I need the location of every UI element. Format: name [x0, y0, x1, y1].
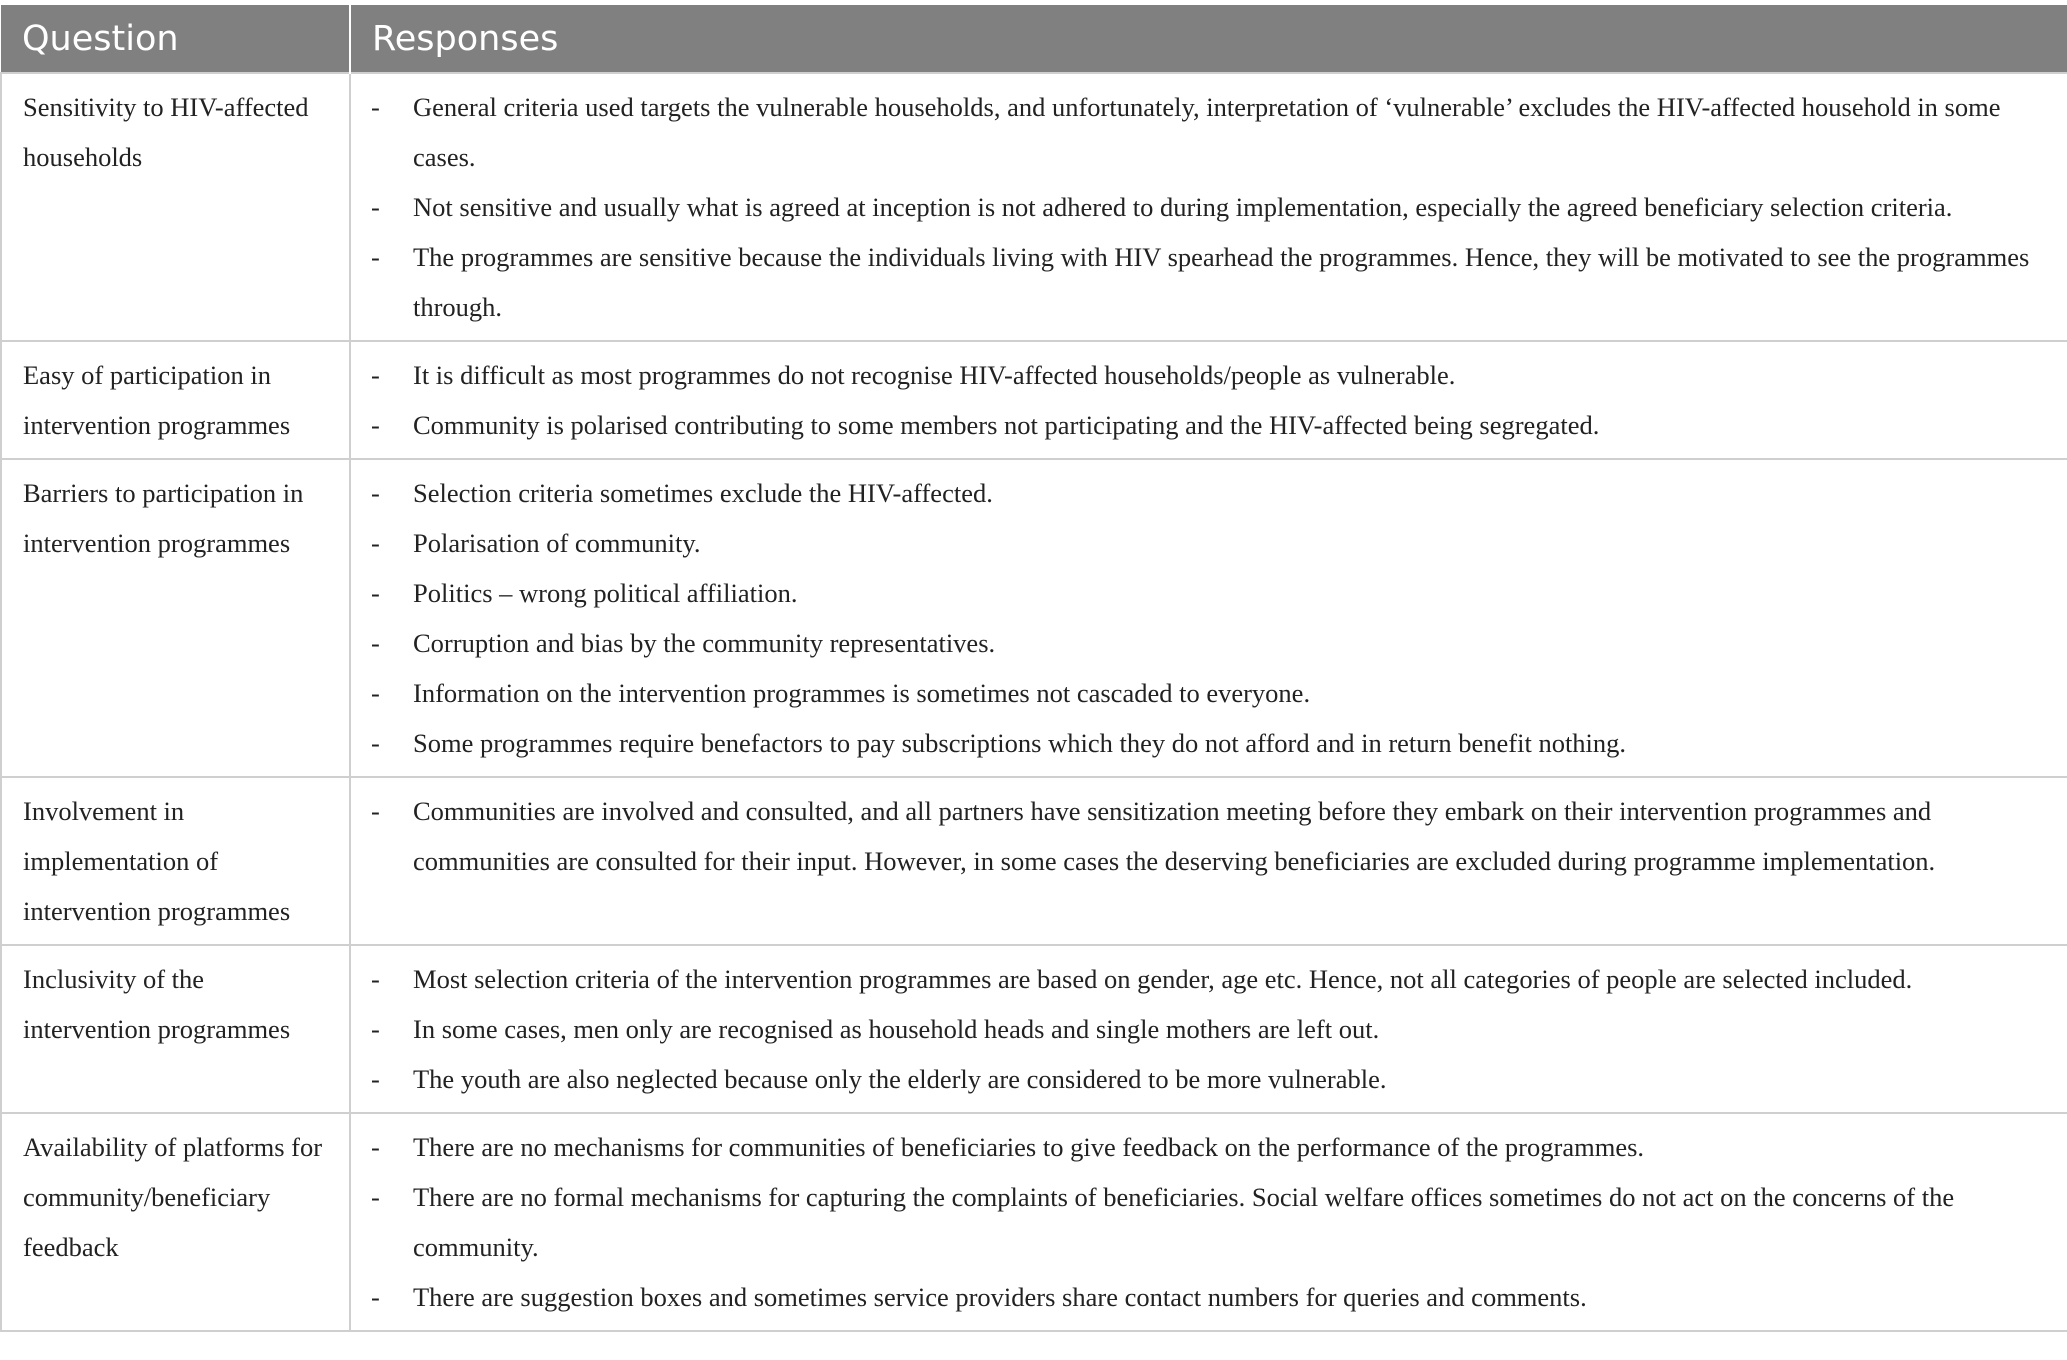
- header-row: [1, 5, 2067, 73]
- response-list: [371, 350, 2047, 450]
- bullet-dash: -: [371, 528, 380, 558]
- responses-cell: [350, 73, 2067, 341]
- question-cell: Sensitivity to HIV-affected households: [1, 73, 350, 341]
- response-item: [371, 668, 2047, 718]
- response-item: [371, 786, 2047, 886]
- question-cell: Involvement in implementation of intervention programmes: [1, 777, 350, 945]
- response-item: [371, 1122, 2047, 1172]
- table-body: [1, 73, 2067, 1331]
- response-item: [371, 954, 2047, 1004]
- response-text: There are suggestion boxes and sometimes service providers share contact numbers for queries and comments.: [413, 1282, 1587, 1312]
- question-cell: Availability of platforms for community/beneficiary feedback: [1, 1113, 350, 1331]
- response-text: General criteria used targets the vulnerable households, and unfortunately, interpretation of ‘vulnerable’ excludes the HIV-affected household in some cases.: [413, 92, 2001, 172]
- response-item: [371, 1272, 2047, 1322]
- response-list: [371, 954, 2047, 1104]
- response-list: [371, 82, 2047, 332]
- response-item: [371, 350, 2047, 400]
- response-text: In some cases, men only are recognised as household heads and single mothers are left out.: [413, 1014, 1380, 1044]
- responses-cell: [350, 777, 2067, 945]
- table-row: [1, 341, 2067, 459]
- bullet-dash: -: [371, 478, 380, 508]
- response-text: Some programmes require benefactors to pay subscriptions which they do not afford and in return benefit nothing.: [413, 728, 1627, 758]
- question-cell: Barriers to participation in intervention programmes: [1, 459, 350, 777]
- response-item: [371, 518, 2047, 568]
- response-item: [371, 468, 2047, 518]
- bullet-dash: -: [371, 192, 380, 222]
- bullet-dash: -: [371, 242, 380, 272]
- table-row: [1, 777, 2067, 945]
- table-row: [1, 73, 2067, 341]
- bullet-dash: -: [371, 1132, 380, 1162]
- response-text: Polarisation of community.: [413, 528, 701, 558]
- bullet-dash: -: [371, 728, 380, 758]
- bullet-dash: -: [371, 1064, 380, 1094]
- table-header: [1, 5, 2067, 73]
- bullet-dash: -: [371, 578, 380, 608]
- question-cell: Easy of participation in intervention programmes: [1, 341, 350, 459]
- response-item: [371, 718, 2047, 768]
- response-text: Communities are involved and consulted, and all partners have sensitization meeting before they embark on their intervention programmes and communities are consulted for their input. However, in some cases the deserving beneficiaries are excluded during programme implementation.: [413, 796, 1936, 876]
- response-text: Community is polarised contributing to some members not participating and the HIV-affected being segregated.: [413, 410, 1600, 440]
- response-item: [371, 1054, 2047, 1104]
- responses-cell: [350, 945, 2067, 1113]
- bullet-dash: -: [371, 1182, 380, 1212]
- response-text: The youth are also neglected because only the elderly are considered to be more vulnerable.: [413, 1064, 1387, 1094]
- bullet-dash: -: [371, 410, 380, 440]
- responses-cell: [350, 459, 2067, 777]
- response-text: Most selection criteria of the intervention programmes are based on gender, age etc. Hence, not all categories of people are selected included.: [413, 964, 1913, 994]
- responses-cell: [350, 1113, 2067, 1331]
- bullet-dash: -: [371, 92, 380, 122]
- question-cell: Inclusivity of the intervention programmes: [1, 945, 350, 1113]
- bullet-dash: -: [371, 796, 380, 826]
- responses-table-container: [0, 5, 2067, 1332]
- bullet-dash: -: [371, 628, 380, 658]
- response-list: [371, 1122, 2047, 1322]
- response-text: Politics – wrong political affiliation.: [413, 578, 798, 608]
- table-row: [1, 459, 2067, 777]
- table-row: [1, 1113, 2067, 1331]
- table-row: [1, 945, 2067, 1113]
- response-list: [371, 468, 2047, 768]
- bullet-dash: -: [371, 1282, 380, 1312]
- response-item: [371, 1172, 2047, 1272]
- response-text: Selection criteria sometimes exclude the HIV-affected.: [413, 478, 993, 508]
- response-text: The programmes are sensitive because the individuals living with HIV spearhead the programmes. Hence, they will be motivated to see the programmes through.: [413, 242, 2030, 322]
- bullet-dash: -: [371, 1014, 380, 1044]
- response-list: [371, 786, 2047, 886]
- response-text: Not sensitive and usually what is agreed at inception is not adhered to during implementation, especially the agreed beneficiary selection criteria.: [413, 192, 1953, 222]
- response-item: [371, 618, 2047, 668]
- response-text: There are no formal mechanisms for capturing the complaints of beneficiaries. Social welfare offices sometimes do not act on the concerns of the community.: [413, 1182, 1955, 1262]
- responses-column-header: Responses: [350, 5, 2067, 73]
- response-item: [371, 182, 2047, 232]
- responses-cell: [350, 341, 2067, 459]
- response-text: There are no mechanisms for communities of beneficiaries to give feedback on the performance of the programmes.: [413, 1132, 1645, 1162]
- response-item: [371, 568, 2047, 618]
- bullet-dash: -: [371, 678, 380, 708]
- responses-table: [0, 5, 2067, 1332]
- response-item: [371, 232, 2047, 332]
- bullet-dash: -: [371, 964, 380, 994]
- question-column-header: Question: [1, 5, 350, 73]
- response-item: [371, 82, 2047, 182]
- response-text: Information on the intervention programmes is sometimes not cascaded to everyone.: [413, 678, 1311, 708]
- response-text: Corruption and bias by the community representatives.: [413, 628, 996, 658]
- response-text: It is difficult as most programmes do not recognise HIV-affected households/people as vulnerable.: [413, 360, 1456, 390]
- bullet-dash: -: [371, 360, 380, 390]
- response-item: [371, 1004, 2047, 1054]
- response-item: [371, 400, 2047, 450]
